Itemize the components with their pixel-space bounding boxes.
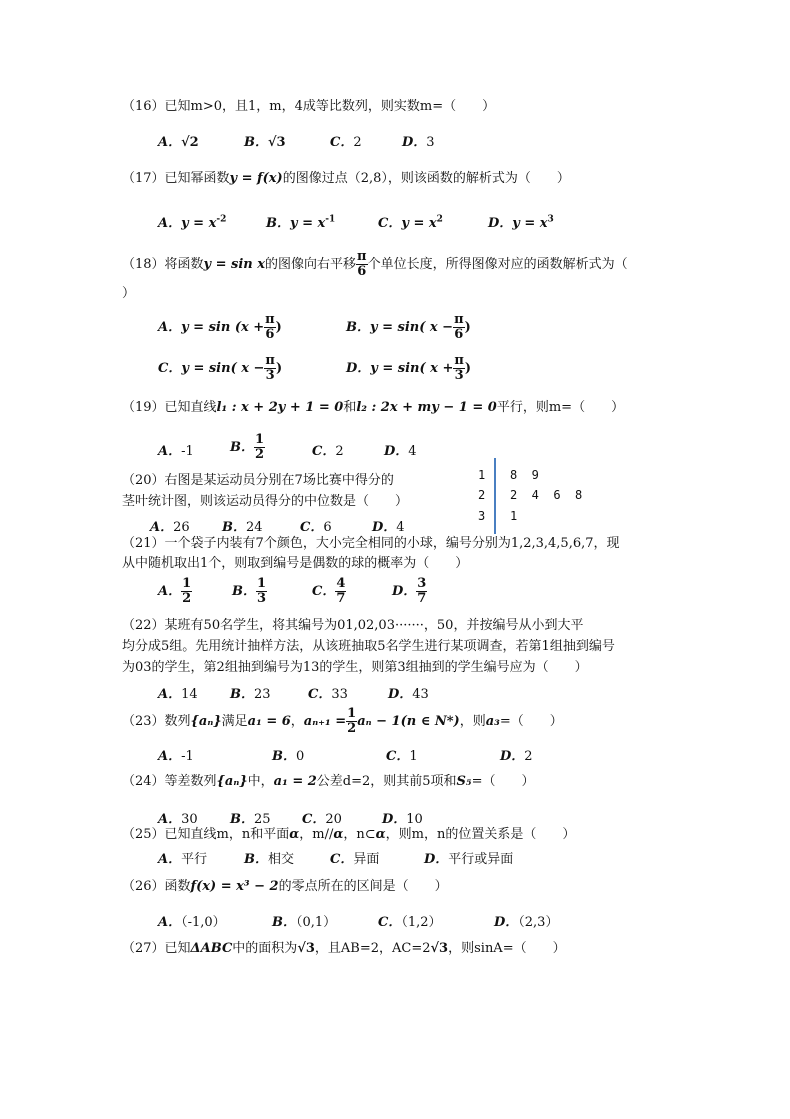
q24-option-a[interactable]: A．30 xyxy=(158,812,198,827)
leaf-values: 2 4 6 8 xyxy=(510,488,583,502)
q22-line1: （22）某班有50名学生，将其编号为01,02,03·······，50，并按编号从小到大平 xyxy=(122,618,584,633)
q20-line1: （20）右图是某运动员分别在7场比赛中得分的 xyxy=(122,473,394,488)
q17-option-b[interactable]: B．$y = x^{-1}$ xyxy=(266,214,336,231)
q26-option-c[interactable]: C．（1,2） xyxy=(378,915,442,930)
q21-option-c[interactable]: C． $\frac{4}{7}$ xyxy=(312,576,346,606)
q18-option-c[interactable]: C．y = sin( x − $\frac{\pi}{3}$ ) xyxy=(158,353,283,383)
q16-stem: （16）已知m>0，且1，m，4成等比数列，则实数m=（ ） xyxy=(122,99,496,114)
q24-stem: （24）等差数列{aₙ}中，a₁ = 2公差d=2，则其前5项和S₅=（ ） xyxy=(122,774,535,789)
q18-option-d[interactable]: D．y = sin( x + $\frac{\pi}{3}$ ) xyxy=(346,353,472,383)
stem-leaf-divider xyxy=(494,458,496,534)
q21-option-a[interactable]: A． $\frac{1}{2}$ xyxy=(158,576,192,606)
q21-line2: 从中随机取出1个，则取到编号是偶数的球的概率为（ ） xyxy=(122,556,469,571)
q17-option-d[interactable]: D．$y = x^3$ xyxy=(488,214,554,231)
q20-option-a[interactable]: A．26 xyxy=(150,520,190,535)
q26-option-d[interactable]: D．（2,3） xyxy=(494,915,559,930)
leaf-values: 8 9 xyxy=(510,468,539,482)
q22-line2: 均分成5组。先用统计抽样方法，从该班抽取5名学生进行某项调查，若第1组抽到编号 xyxy=(122,639,615,654)
q22-option-c[interactable]: C．33 xyxy=(308,687,348,702)
q19-option-b[interactable]: B． $\frac{1}{2}$ xyxy=(230,432,265,462)
q20-option-d[interactable]: D．4 xyxy=(372,520,405,535)
q23-option-c[interactable]: C．1 xyxy=(386,749,418,764)
q21-line1: （21）一个袋子内装有7个颜色，大小完全相同的小球，编号分别为1,2,3,4,5,6,7，现 xyxy=(122,536,620,551)
q20-line2: 茎叶统计图，则该运动员得分的中位数是（ ） xyxy=(122,494,409,509)
q16-option-b[interactable]: B．√3 xyxy=(244,135,286,150)
q22-option-b[interactable]: B．23 xyxy=(230,687,271,702)
q26-stem: （26）函数f(x) = x³ − 2的零点所在的区间是（ ） xyxy=(122,879,448,894)
leaf-values: 1 xyxy=(510,509,518,523)
q17-option-c[interactable]: C．$y = x^2$ xyxy=(378,214,443,231)
q25-stem: （25）已知直线m，n和平面α，m//α，n⊂α，则m，n的位置关系是（ ） xyxy=(122,827,576,842)
q19-option-c[interactable]: C．2 xyxy=(312,444,344,459)
q18-option-a[interactable]: A．y = sin (x + $\frac{\pi}{6}$ ) xyxy=(158,312,282,342)
q26-option-b[interactable]: B．（0,1） xyxy=(272,915,337,930)
q25-option-b[interactable]: B．相交 xyxy=(244,852,295,867)
q25-option-c[interactable]: C．异面 xyxy=(330,852,380,867)
stem-value: 3 xyxy=(478,509,486,523)
q25-option-d[interactable]: D．平行或异面 xyxy=(424,852,514,867)
q23-option-a[interactable]: A．-1 xyxy=(158,749,194,764)
q16-option-d[interactable]: D．3 xyxy=(402,135,435,150)
q16-option-a[interactable]: A．√2 xyxy=(158,135,199,150)
stem-value: 2 xyxy=(478,488,486,502)
q20-option-b[interactable]: B．24 xyxy=(222,520,263,535)
q25-option-a[interactable]: A．平行 xyxy=(158,852,208,867)
q18-stem-cont: ） xyxy=(122,286,136,301)
q17-option-a[interactable]: A．$y = x^{-2}$ xyxy=(158,214,227,231)
q21-option-b[interactable]: B． $\frac{1}{3}$ xyxy=(232,576,267,606)
q23-option-d[interactable]: D．2 xyxy=(500,749,533,764)
q19-stem: （19）已知直线l₁ : x + 2y + 1 = 0和l₂ : 2x + my − 1 = 0平行，则m=（ ） xyxy=(122,400,625,415)
q24-option-d[interactable]: D．10 xyxy=(382,812,423,827)
q23-stem: （23）数列{aₙ}满足a₁ = 6，aₙ₊₁ = $\frac{1}{2}$ aₙ − 1(n ∈ N*)，则a₃=（ ） xyxy=(122,706,563,736)
q18-option-b[interactable]: B．y = sin( x − $\frac{\pi}{6}$ ) xyxy=(346,312,471,342)
q27-stem: （27）已知ΔABC中的面积为√3，且AB=2，AC=2√3，则sinA=（ ） xyxy=(122,941,566,956)
q18-stem: （18）将函数y = sin x的图像向右平移 $\frac{\pi}{6}$ 个单位长度，所得图像对应的函数解析式为（ xyxy=(122,249,628,279)
q22-option-d[interactable]: D．43 xyxy=(388,687,429,702)
q23-option-b[interactable]: B．0 xyxy=(272,749,305,764)
q16-option-c[interactable]: C．2 xyxy=(330,135,362,150)
q24-option-c[interactable]: C．20 xyxy=(302,812,342,827)
q24-option-b[interactable]: B．25 xyxy=(230,812,271,827)
q26-option-a[interactable]: A．（-1,0） xyxy=(158,915,226,930)
stem-value: 1 xyxy=(478,468,486,482)
q19-option-d[interactable]: D．4 xyxy=(384,444,417,459)
q20-option-c[interactable]: C．6 xyxy=(300,520,332,535)
q22-option-a[interactable]: A．14 xyxy=(158,687,198,702)
q22-line3: 为03的学生，第2组抽到编号为13的学生，则第3组抽到的学生编号应为（ ） xyxy=(122,660,588,675)
q21-option-d[interactable]: D． $\frac{3}{7}$ xyxy=(392,576,427,606)
q17-stem: （17）已知幂函数y = f(x)的图像过点（2,8），则该函数的解析式为（ ） xyxy=(122,171,570,186)
q19-option-a[interactable]: A．-1 xyxy=(158,444,194,459)
